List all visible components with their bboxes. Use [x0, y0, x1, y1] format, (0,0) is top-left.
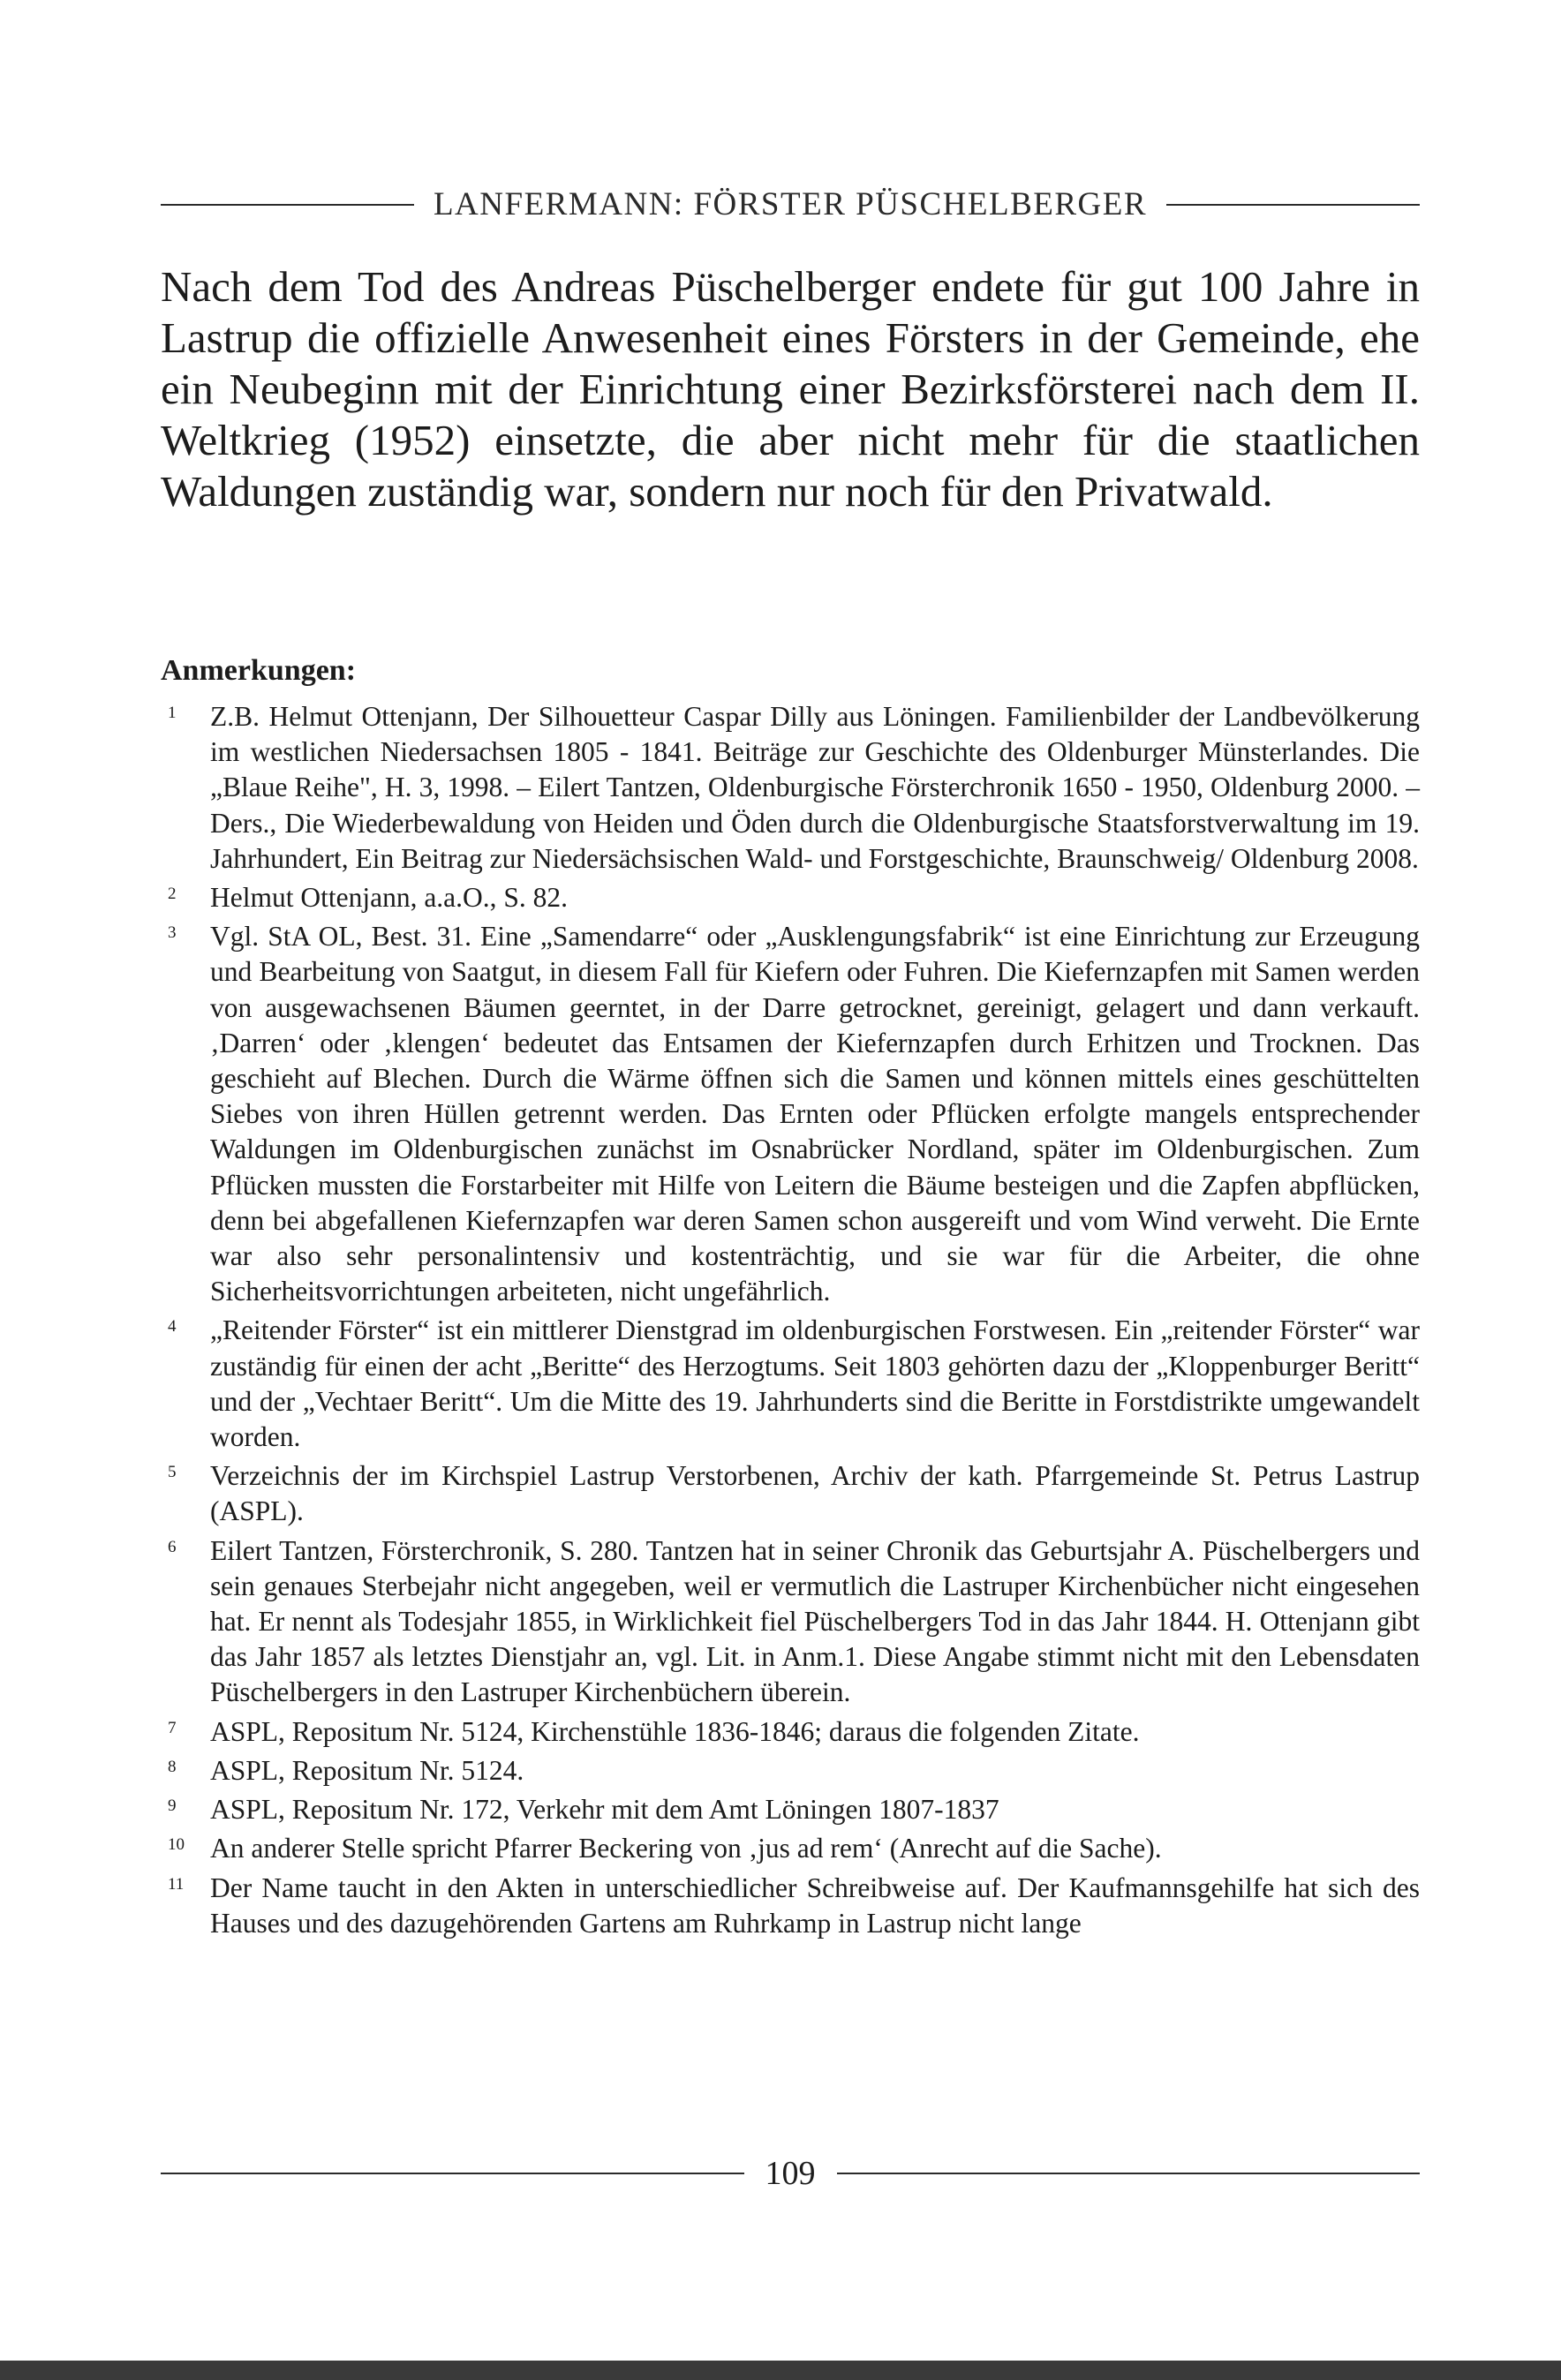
footnote-number: 7	[168, 1718, 177, 1737]
scan-bottom-edge	[0, 2361, 1561, 2380]
footnote-text: Verzeichnis der im Kirchspiel Lastrup Verstorbenen, Archiv der kath. Pfarrgemeinde St. Petrus Lastrup (ASPL).	[210, 1460, 1420, 1527]
footnote-text: Eilert Tantzen, Försterchronik, S. 280. Tantzen hat in seiner Chronik das Geburtsjahr A. Püschelbergers und sein genaues Sterbejahr nicht angegeben, weil er vermutlich die Lastruper Kirchenbücher nicht eingesehen hat. Er nennt als Todesjahr 1855, in Wirklichkeit fiel Püschelbergers Tod in das Jahr 1844. H. Ottenjann gibt das Jahr 1857 als letztes Dienstjahr an, vgl. Lit. in Anm.1. Diese Angabe stimmt nicht mit den Lebensdaten Püschelbergers in den Lastruper Kirchenbüchern überein.	[210, 1534, 1420, 1708]
footnote	[161, 1533, 1420, 1711]
footnote	[161, 1714, 1420, 1750]
footnote	[161, 919, 1420, 1309]
notes-section	[161, 651, 1420, 1945]
footnote-text: Z.B. Helmut Ottenjann, Der Silhouetteur Caspar Dilly aus Löningen. Familienbilder der Landbevölkerung im westlichen Niedersachsen 1805 - 1841. Beiträge zur Geschichte des Oldenburger Münsterlandes. Die „Blaue Reihe", H. 3, 1998. – Eilert Tantzen, Oldenburgische Försterchronik 1650 - 1950, Oldenburg 2000. – Ders., Die Wiederbewaldung von Heiden und Öden durch die Oldenburgische Staatsforstverwaltung im 19. Jahrhundert, Ein Beitrag zur Niedersächsischen Wald- und Forstgeschichte, Braunschweig/ Oldenburg 2008.	[210, 701, 1420, 874]
footnote-number: 5	[168, 1463, 177, 1482]
footnote-text: An anderer Stelle spricht Pfarrer Beckering von ‚jus ad rem‘ (Anrecht auf die Sache).	[210, 1833, 1162, 1864]
body-paragraph: Nach dem Tod des Andreas Püschelberger endete für gut 100 Jahre in Lastrup die offizielle Anwesenheit eines Försters in der Gemeinde, ehe ein Neubeginn mit der Einrichtung einer Bezirksförsterei nach dem II. Weltkrieg (1952) einsetzte, die aber nicht mehr für die staatlichen Waldungen zuständig war, sondern nur noch für den Privatwald.	[161, 262, 1420, 516]
footnote	[161, 880, 1420, 915]
footer-rule-right	[837, 2173, 1421, 2174]
running-header	[161, 185, 1420, 223]
footnote	[161, 1871, 1420, 1941]
footnote-number: 8	[168, 1757, 177, 1776]
footnote-text: Vgl. StA OL, Best. 31. Eine „Samendarre“ oder „Ausklengungsfabrik“ ist eine Einrichtung zur Erzeugung und Bearbeitung von Saatgut, in diesem Fall für Kiefern oder Fuhren. Die Kiefernzapfen mit Samen werden von ausgewachsenen Bäumen geerntet, in der Darre getrocknet, gereinigt, gelagert und dann verkauft. ‚Darren‘ oder ‚klengen‘ bedeutet das Entsamen der Kiefernzapfen durch Erhitzen und Trocknen. Das geschieht auf Blechen. Durch die Wärme öffnen sich die Samen und können mittels eines geschüttelten Siebes von ihren Hüllen getrennt werden. Das Ernten oder Pflücken erfolgte mangels entsprechender Waldungen im Oldenburgischen zunächst im Osnabrücker Nordland, später im Oldenburgischen. Zum Pflücken mussten die Forstarbeiter mit Hilfe von Leitern die Bäume besteigen und die Zapfen abpflücken, denn bei abgefallenen Kiefernzapfen war deren Samen schon ausgereift und vom Wind verweht. Die Ernte war also sehr personalintensiv und kostenträchtig, und sie war für die Arbeiter, die ohne Sicherheitsvorrichtungen arbeiteten, nicht ungefährlich.	[210, 921, 1420, 1307]
footnote	[161, 1313, 1420, 1455]
footnote-number: 10	[168, 1835, 185, 1855]
header-rule-left	[161, 204, 414, 206]
footnote-text: ASPL, Repositum Nr. 172, Verkehr mit dem Amt Löningen 1807-1837	[210, 1794, 999, 1826]
page-footer	[161, 2154, 1420, 2193]
footnote-number: 3	[168, 923, 177, 943]
footnote-number: 9	[168, 1796, 177, 1816]
footnote	[161, 699, 1420, 877]
footnote-text: Der Name taucht in den Akten in unterschiedlicher Schreibweise auf. Der Kaufmannsgehilfe hat sich des Hauses und des dazugehörenden Gartens am Ruhrkamp in Lastrup nicht lange	[210, 1872, 1420, 1939]
footnote-number: 11	[168, 1874, 185, 1894]
footnote-number: 6	[168, 1537, 177, 1556]
running-title: LANFERMANN: FÖRSTER PÜSCHELBERGER	[433, 186, 1148, 222]
footnote	[161, 1458, 1420, 1529]
footer-rule-left	[161, 2173, 744, 2174]
footnote-text: ASPL, Repositum Nr. 5124, Kirchenstühle 1836-1846; daraus die folgenden Zitate.	[210, 1715, 1140, 1747]
footnote	[161, 1831, 1420, 1866]
page-number: 109	[765, 2155, 816, 2192]
footnote-number: 2	[168, 885, 177, 904]
footnote-text: ASPL, Repositum Nr. 5124.	[210, 1754, 524, 1786]
footnote	[161, 1792, 1420, 1827]
footnote-text: „Reitender Förster“ ist ein mittlerer Dienstgrad im oldenburgischen Forstwesen. Ein „reitender Förster“ war zuständig für einen der acht „Beritte“ des Herzogtums. Seit 1803 gehörten dazu der „Kloppenburger Beritt“ und der „Vechtaer Beritt“. Um die Mitte des 19. Jahrhunderts sind die Beritte in Forstdistrikte umgewandelt worden.	[210, 1314, 1420, 1453]
footnote-number: 1	[168, 704, 177, 722]
footnote	[161, 1753, 1420, 1789]
footnote-number: 4	[168, 1317, 177, 1337]
notes-heading: Anmerkungen:	[161, 654, 357, 687]
header-rule-right	[1166, 204, 1420, 206]
footnote-text: Helmut Ottenjann, a.a.O., S. 82.	[210, 882, 569, 914]
